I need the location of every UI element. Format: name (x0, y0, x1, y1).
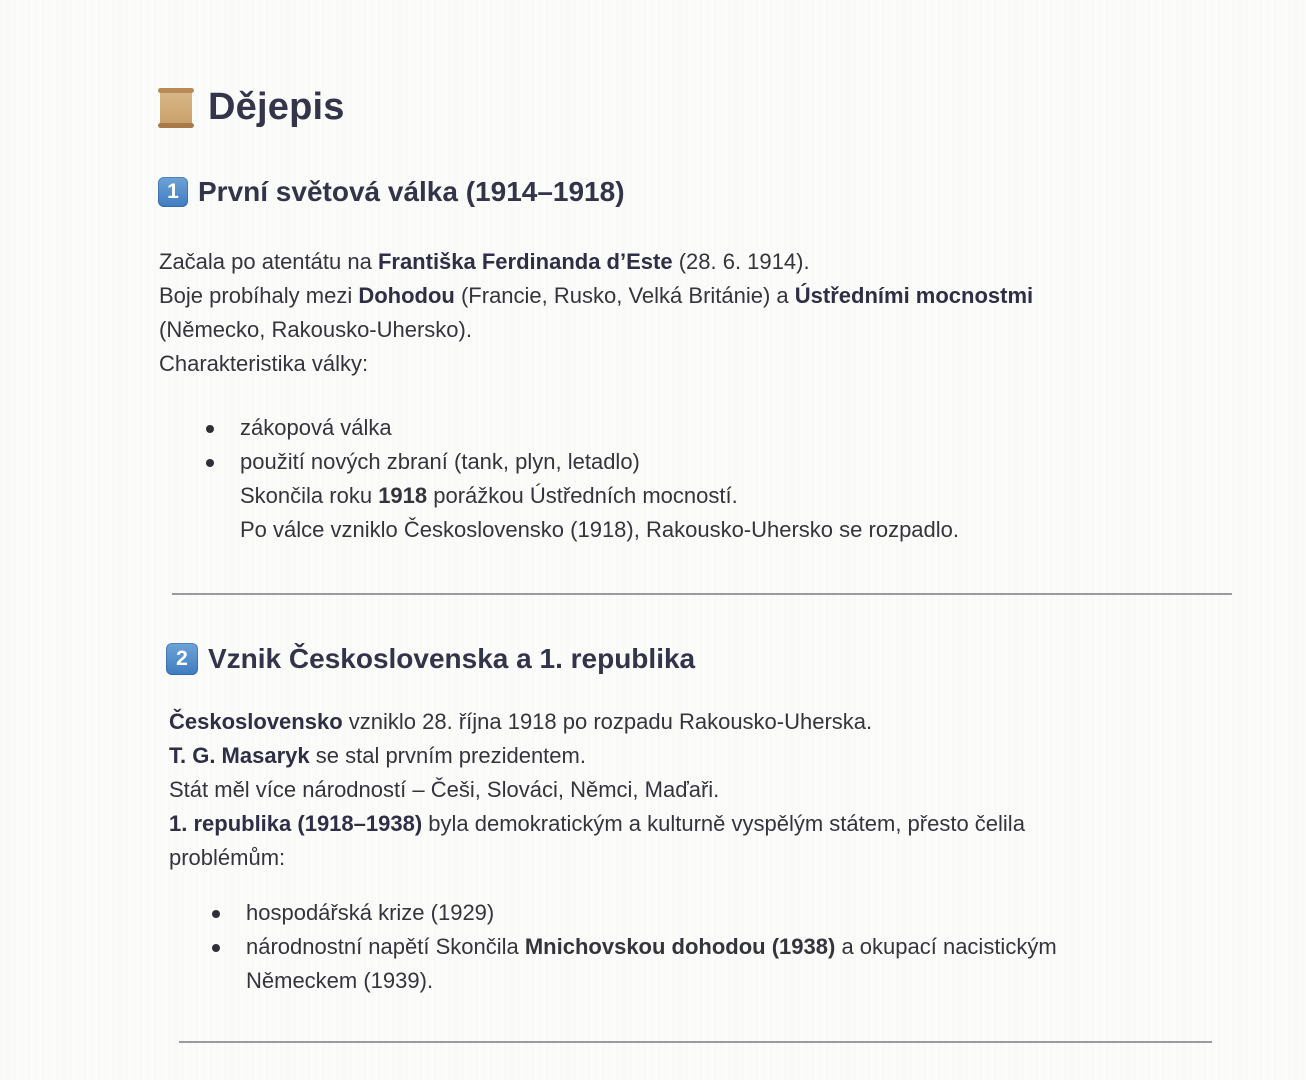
text: zákopová válka (240, 415, 392, 440)
bold-text: 1. republika (1918–1938) (169, 811, 423, 836)
list-item (206, 896, 1206, 930)
section-1-paragraphs (159, 245, 1259, 381)
paragraph-line (159, 245, 1259, 279)
section-1-heading (158, 176, 625, 208)
text: byla demokratickým a kulturně vyspělým státem, přesto čelila (422, 811, 1025, 836)
bullet-icon (206, 459, 214, 467)
text: problémům: (169, 845, 286, 870)
keycap-2-icon: 2 (166, 643, 198, 675)
bold-text: 1918 (378, 483, 428, 508)
text: Charakteristika války: (159, 351, 369, 376)
list-continuation-line (200, 479, 1200, 513)
section-2-bullet-list (206, 896, 1206, 998)
text: Po válce vzniklo Československo (1918), Rakousko-Uhersko se rozpadlo. (240, 517, 960, 542)
text: Německem (1939). (246, 968, 434, 993)
text: vzniklo 28. října 1918 po rozpadu Rakousko-Uherska. (342, 709, 873, 734)
list-item (206, 930, 1206, 964)
bold-text: Mnichovskou dohodou (1938) (524, 934, 836, 959)
keycap-1-icon: 1 (158, 177, 188, 207)
section-title: Vznik Československa a 1. republika (208, 643, 696, 674)
section-title: První světová válka (1914–1918) (198, 176, 625, 207)
list-item (200, 411, 1200, 445)
section-divider (179, 1041, 1212, 1043)
paragraph-line (169, 739, 1269, 773)
text: Začala po atentátu na (159, 249, 378, 274)
paragraph-line (159, 313, 1259, 347)
list-item (200, 445, 1200, 479)
list-continuation-line (200, 513, 1200, 547)
section-divider (172, 593, 1232, 595)
bullet-icon (206, 425, 214, 433)
bullet-icon (212, 910, 220, 918)
paragraph-line (169, 705, 1269, 739)
bold-text: Františka Ferdinanda d’Este (377, 249, 673, 274)
text: se stal prvním prezidentem. (309, 743, 586, 768)
text: (28. 6. 1914). (672, 249, 810, 274)
text: národnostní napětí Skončila (246, 934, 525, 959)
page-title: Dějepis (208, 86, 345, 128)
list-continuation-line (206, 964, 1206, 998)
scroll-icon (158, 88, 194, 128)
document-title (158, 86, 345, 129)
paragraph-line (169, 841, 1269, 875)
text: Stát měl více národností – Češi, Slováci, Němci, Maďaři. (169, 777, 720, 802)
paragraph-line (159, 347, 1259, 381)
paragraph-line (169, 773, 1269, 807)
bold-text: Ústředními mocnostmi (794, 283, 1034, 308)
bold-text: Dohodou (358, 283, 455, 308)
bold-text: Československo (169, 709, 343, 734)
section-2-paragraphs (169, 705, 1269, 875)
text: porážkou Ústředních mocností. (427, 483, 738, 508)
text: Skončila roku (240, 483, 379, 508)
section-1-bullet-list (200, 411, 1200, 547)
text: Boje probíhaly mezi (159, 283, 359, 308)
bold-text: T. G. Masaryk (169, 743, 310, 768)
bullet-icon (212, 944, 220, 952)
text: (Německo, Rakousko-Uhersko). (159, 317, 472, 342)
section-2-heading (166, 643, 695, 675)
text: a okupací nacistickým (835, 934, 1057, 959)
paragraph-line (169, 807, 1269, 841)
text: hospodářská krize (1929) (246, 900, 495, 925)
text: použití nových zbraní (tank, plyn, letadlo) (240, 449, 640, 474)
paragraph-line (159, 279, 1259, 313)
text: (Francie, Rusko, Velká Británie) a (454, 283, 795, 308)
